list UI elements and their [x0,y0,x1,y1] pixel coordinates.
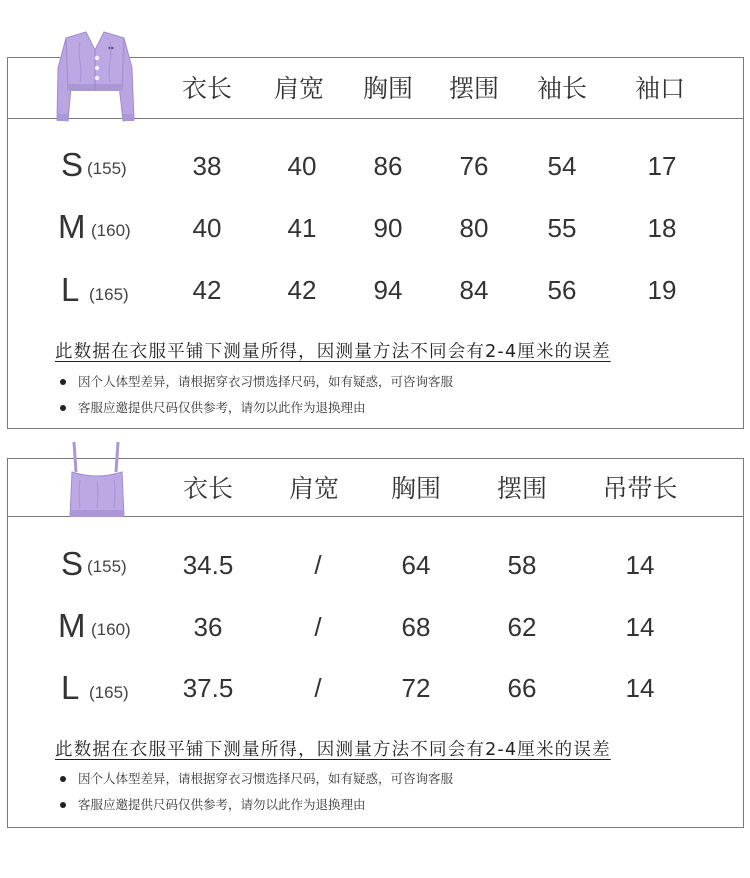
cell-value: 55 [547,213,577,243]
cardigan-icon [52,28,138,128]
cell-value: 40 [192,213,222,243]
cell-value: 40 [287,151,317,181]
cell-value: / [314,550,322,580]
header-chest: 胸围 [362,74,414,103]
bullet-text: 因个人体型差异，请根据穿衣习惯选择尺码，如有疑惑，可咨询客服 [78,374,454,389]
size-label: M [58,607,86,644]
size-label: S [61,146,84,183]
cell-value: / [314,673,322,703]
measurement-note: 此数据在衣服平铺下测量所得，因测量方法不同会有2-4厘米的误差 [55,342,611,362]
bullet-dot-icon [60,802,66,808]
bullet-item [60,398,366,416]
bullet-text: 客服应邀提供尺码仅供参考，请勿以此作为退换理由 [78,400,366,415]
size-label: L [61,271,80,308]
cell-value: 37.5 [182,673,234,703]
cell-value: 36 [193,612,223,642]
cell-value: 18 [647,213,677,243]
bullet-text: 客服应邀提供尺码仅供参考，请勿以此作为退换理由 [78,797,366,812]
cell-value: 41 [287,213,317,243]
bullet-item [60,372,453,390]
cell-value: 90 [373,213,403,243]
measurement-note: 此数据在衣服平铺下测量所得，因测量方法不同会有2-4厘米的误差 [55,740,611,760]
cell-value: 84 [459,275,489,305]
header-length: 衣长 [181,74,233,103]
header-shoulder: 肩宽 [288,474,340,503]
cell-value: 42 [287,275,317,305]
cell-value: 94 [373,275,403,305]
cell-value: 68 [401,612,431,642]
bullet-dot-icon [60,776,66,782]
size-label: M [58,208,86,245]
header-length: 衣长 [182,474,234,503]
height-label: (155) [87,557,127,576]
bullet-text: 因个人体型差异，请根据穿衣习惯选择尺码，如有疑惑，可咨询客服 [78,771,454,786]
cell-value: 86 [373,151,403,181]
cell-value: 54 [547,151,577,181]
header-hem: 摆围 [496,474,548,503]
height-label: (155) [87,159,127,178]
header-sleeve-length: 袖长 [536,74,588,103]
cell-value: 17 [647,151,677,181]
cell-value: 14 [625,612,655,642]
header-hem: 摆围 [448,74,500,103]
header-cuff: 袖口 [634,74,686,103]
cell-value: 72 [401,673,431,703]
size-label: L [61,669,80,706]
cell-value: 14 [625,673,655,703]
cell-value: 64 [401,550,431,580]
height-label: (160) [91,221,131,240]
cell-value: 56 [547,275,577,305]
cell-value: 38 [192,151,222,181]
bullet-item [60,769,453,787]
height-label: (160) [91,620,131,639]
cell-value: 58 [507,550,537,580]
header-chest: 胸围 [390,474,442,503]
camisole-icon [64,440,130,526]
cell-value: 76 [459,151,489,181]
header-strap-length: 吊带长 [602,474,678,503]
height-label: (165) [89,285,129,304]
size-label: S [61,545,84,582]
bullet-dot-icon [60,379,66,385]
cell-value: / [314,612,322,642]
cell-value: 42 [192,275,222,305]
cell-value: 19 [647,275,677,305]
cell-value: 66 [507,673,537,703]
cell-value: 80 [459,213,489,243]
cell-value: 34.5 [182,550,234,580]
bullet-dot-icon [60,405,66,411]
bullet-item [60,795,366,813]
height-label: (165) [89,683,129,702]
cell-value: 62 [507,612,537,642]
header-shoulder: 肩宽 [273,74,325,103]
cell-value: 14 [625,550,655,580]
